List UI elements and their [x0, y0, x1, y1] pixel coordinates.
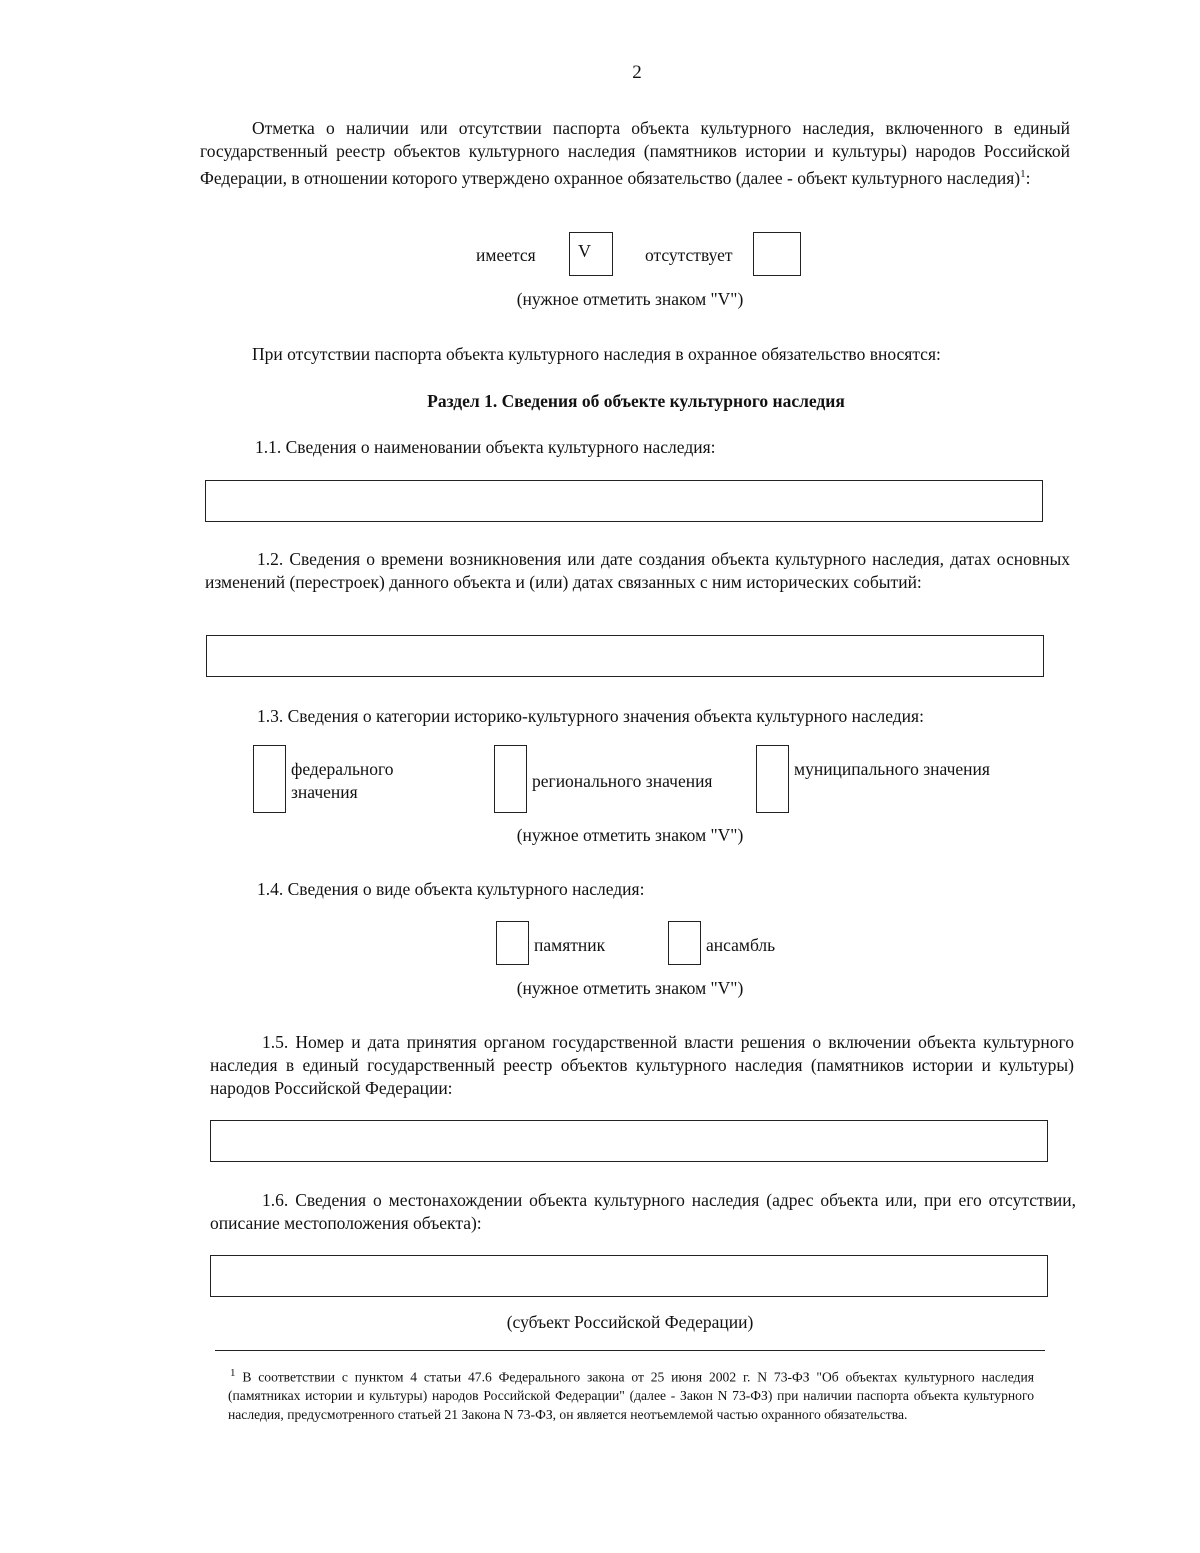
- category-hint: (нужное отметить знаком "V"): [516, 825, 744, 845]
- passport-absent-checkbox[interactable]: [753, 232, 801, 276]
- subject-caption: (субъект Российской Федерации): [506, 1312, 754, 1332]
- item-1-2: 1.2. Сведения о времени возникновения или дате создания объекта культурного наследия, датах основных изменений (перестроек) данного объекта и (или) датах связанных с ним исторических событий:: [205, 549, 1070, 592]
- intro-text: Отметка о наличии или отсутствии паспорта объекта культурного наследия, включенного в единый государственный реестр объектов культурного наследия (памятников истории и культуры) народов Российской Федерации, в отношении которого утверждено охранное обязательство (далее - объект культурного наследия): [200, 118, 1070, 188]
- location-field[interactable]: [210, 1255, 1048, 1297]
- name-field[interactable]: [205, 480, 1043, 522]
- category-federal-label: федерального значения: [291, 759, 394, 802]
- item-1-3: 1.3. Сведения о категории историко-культурного значения объекта культурного наследия:: [257, 706, 924, 726]
- type-ensemble-label: ансамбль: [706, 935, 776, 955]
- type-hint: (нужное отметить знаком "V"): [516, 978, 744, 998]
- type-ensemble-checkbox[interactable]: [668, 921, 701, 965]
- footnote-divider: [215, 1350, 1045, 1351]
- intro-paragraph: [200, 117, 1070, 190]
- footnote-text: В соответствии с пунктом 4 статьи 47.6 Федерального закона от 25 июня 2002 г. N 73-ФЗ "Об объектах культурного наследия (памятниках истории и культуры) народов Российской Федерации" (далее - Закон N 73-ФЗ) при наличии паспорта объекта культурного наследия, предусмотренного статьей 21 Закона N 73-ФЗ, он является неотъемлемой частью охранного обязательства.: [228, 1369, 1034, 1422]
- registry-decision-field[interactable]: [210, 1120, 1048, 1162]
- passport-hint: (нужное отметить знаком "V"): [516, 289, 744, 309]
- category-municipal-label: муниципального значения: [794, 759, 990, 779]
- item-1-1: 1.1. Сведения о наименовании объекта культурного наследия:: [255, 437, 716, 457]
- absence-note: При отсутствии паспорта объекта культурного наследия в охранное обязательство вносятся:: [252, 344, 941, 364]
- passport-has-checkbox[interactable]: V: [569, 232, 613, 276]
- passport-has-label: имеется: [476, 245, 536, 265]
- category-municipal-checkbox[interactable]: [756, 745, 789, 813]
- dates-field[interactable]: [206, 635, 1044, 677]
- category-federal-checkbox[interactable]: [253, 745, 286, 813]
- item-1-6: 1.6. Сведения о местонахождении объекта культурного наследия (адрес объекта или, при его отсутствии, описание местоположения объекта):: [210, 1190, 1076, 1233]
- footnote-marker: 1: [230, 1367, 236, 1379]
- intro-tail: :: [1025, 167, 1031, 188]
- category-regional-label: регионального значения: [532, 771, 713, 791]
- category-regional-checkbox[interactable]: [494, 745, 527, 813]
- footnote-ref: 1: [1020, 168, 1026, 180]
- item-1-4: 1.4. Сведения о виде объекта культурного наследия:: [257, 879, 645, 899]
- page-number: 2: [632, 62, 642, 83]
- passport-absent-label: отсутствует: [645, 245, 733, 265]
- item-1-5: 1.5. Номер и дата принятия органом государственной власти решения о включении объекта культурного наследия в единый государственный реестр объектов культурного наследия (памятников истории и культуры) народов Российской Федерации:: [210, 1032, 1074, 1098]
- section-title: Раздел 1. Сведения об объекте культурного наследия: [427, 391, 845, 411]
- footnote: [228, 1364, 1034, 1424]
- type-monument-checkbox[interactable]: [496, 921, 529, 965]
- type-monument-label: памятник: [534, 935, 606, 955]
